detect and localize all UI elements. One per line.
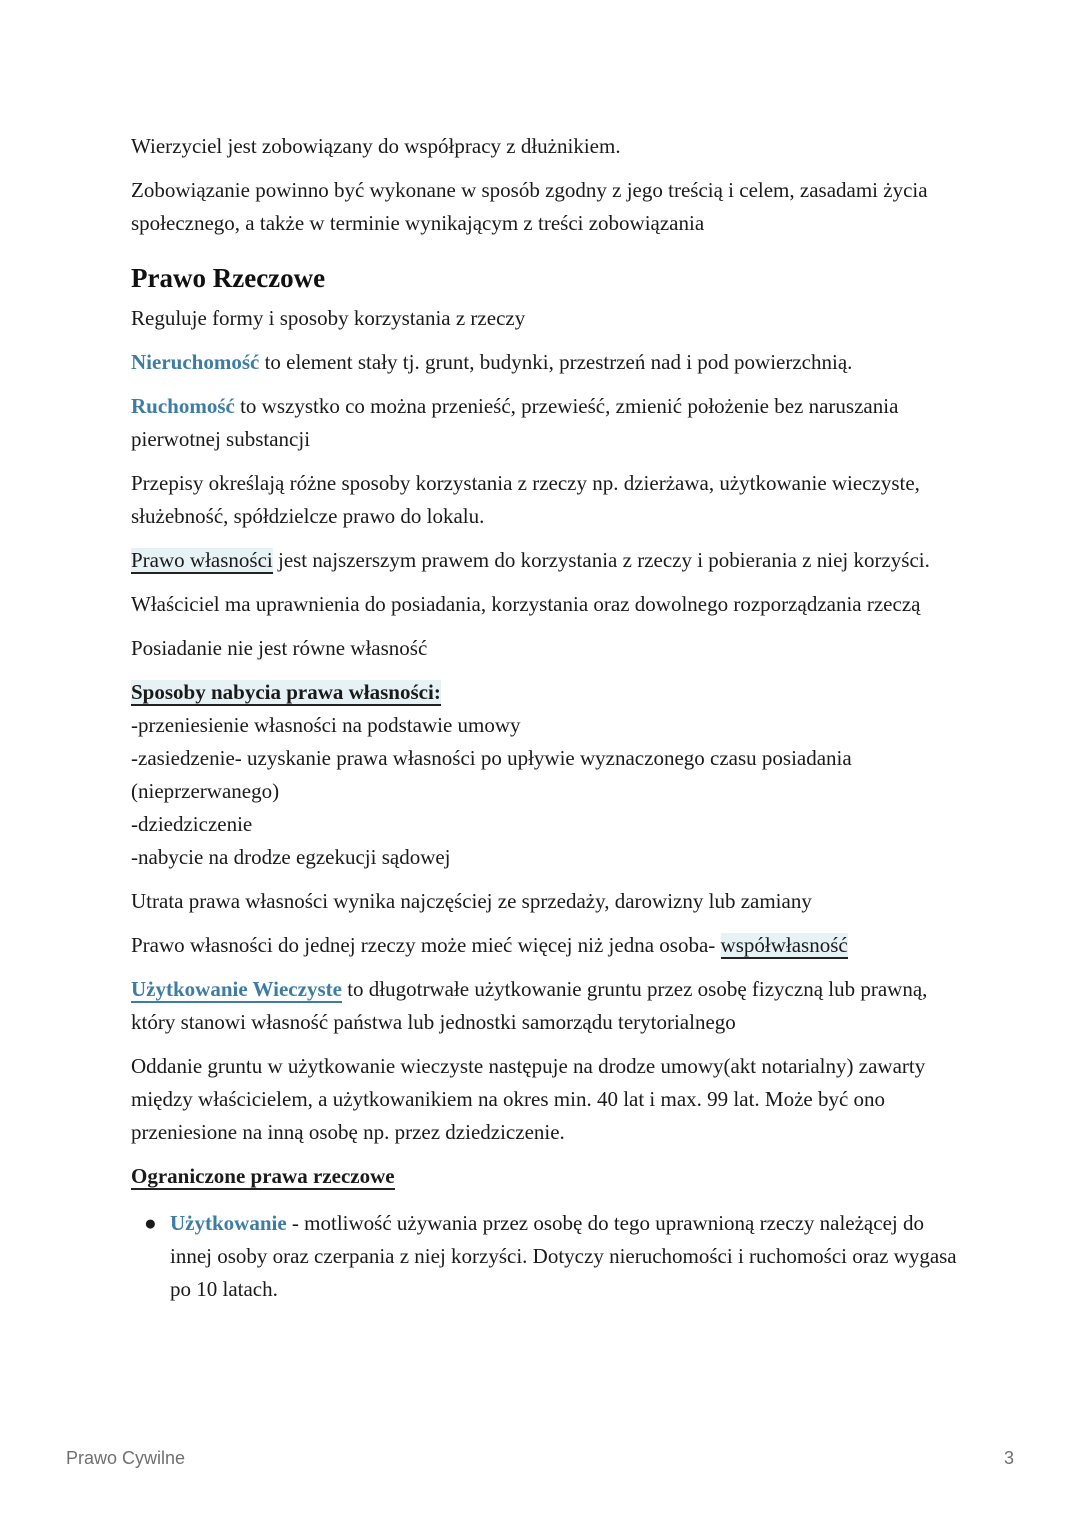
paragraph-uzytkowanie-wieczyste	[131, 973, 961, 1039]
text-wspolwlasnosc: Prawo własności do jednej rzeczy może mieć więcej niż jedna osoba-	[131, 933, 721, 957]
ograniczone-heading-row	[131, 1160, 961, 1193]
sposoby-item-1: -przeniesienie własności na podstawie umowy	[131, 713, 521, 737]
paragraph-przepisy: Przepisy określają różne sposoby korzystania z rzeczy np. dzierżawa, użytkowanie wieczyste, służebność, spółdzielcze prawo do lokalu.	[131, 471, 920, 528]
text-ruchomosc: to wszystko co można przenieść, przewieść, zmienić położenie bez naruszania pierwotnej substancji	[131, 394, 899, 451]
document-body	[131, 130, 961, 1306]
paragraph-ruchomosc	[131, 390, 961, 456]
term-nieruchomosc: Nieruchomość	[131, 350, 260, 374]
paragraph-wlasciciel: Właściciel ma uprawnienia do posiadania, korzystania oraz dowolnego rozporządzania rzeczą	[131, 592, 921, 616]
sposoby-title: Sposoby nabycia prawa własności:	[131, 680, 441, 704]
text-prawo-wlasnosci: jest najszerszym prawem do korzystania z rzeczy i pobierania z niej korzyści.	[272, 548, 930, 572]
page-number: 3	[1003, 1448, 1014, 1468]
paragraph-wierzyciel: Wierzyciel jest zobowiązany do współpracy z dłużnikiem.	[131, 134, 621, 158]
section-heading: Prawo Rzeczowe	[131, 263, 326, 293]
text-nieruchomosc: to element stały tj. grunt, budynki, przestrzeń nad i pod powierzchnią.	[259, 350, 853, 374]
text-uzytkowanie: - motliwość używania przez osobę do tego uprawnioną rzeczy należącej do innej osoby oraz czerpania z niej korzyści. Dotyczy nieruchomości i ruchomości oraz wygasa po 10 latach.	[170, 1211, 957, 1301]
list-item	[144, 1207, 961, 1306]
highlight-prawo-wlasnosci: Prawo własności	[131, 548, 273, 572]
paragraph-wspolwlasnosc	[131, 929, 961, 962]
term-uzytkowanie: Użytkowanie	[170, 1211, 287, 1235]
bullet-icon: ●	[144, 1211, 157, 1235]
paragraph-intro: Reguluje formy i sposoby korzystania z rzeczy	[131, 306, 526, 330]
sposoby-item-4: -nabycie na drodze egzekucji sądowej	[131, 845, 451, 869]
text-uzytkowanie-wieczyste: to długotrwałe użytkowanie gruntu przez osobę fizyczną lub prawną, który stanowi własność państwa lub jednostki samorządu terytorialnego	[131, 977, 928, 1034]
paragraph-zobowiazanie: Zobowiązanie powinno być wykonane w sposób zgodny z jego treścią i celem, zasadami życia społecznego, a także w terminie wynikającym z treści zobowiązania	[131, 178, 928, 235]
sposoby-item-3: -dziedziczenie	[131, 812, 253, 836]
term-ruchomosc: Ruchomość	[131, 394, 235, 418]
ograniczone-heading: Ograniczone prawa rzeczowe	[131, 1164, 395, 1188]
footer-title: Prawo Cywilne	[66, 1448, 186, 1468]
link-wspolwlasnosc[interactable]: współwłasność	[720, 933, 848, 957]
paragraph-prawo-wlasnosci	[131, 544, 961, 577]
paragraph-utrata: Utrata prawa własności wynika najczęściej ze sprzedaży, darowizny lub zamiany	[131, 889, 812, 913]
ograniczone-list	[131, 1207, 961, 1306]
link-uzytkowanie-wieczyste[interactable]: Użytkowanie Wieczyste	[131, 977, 342, 1001]
paragraph-nieruchomosc	[131, 346, 961, 379]
sposoby-block	[131, 676, 961, 874]
sposoby-item-2: -zasiedzenie- uzyskanie prawa własności po upływie wyznaczonego czasu posiadania (nieprzerwanego)	[131, 746, 852, 803]
paragraph-oddanie: Oddanie gruntu w użytkowanie wieczyste następuje na drodze umowy(akt notarialny) zawarty między właścicielem, a użytkowanikiem na okres min. 40 lat i max. 99 lat. Może być ono przeniesione na inną osobę np. przez dziedziczenie.	[131, 1054, 926, 1144]
paragraph-posiadanie: Posiadanie nie jest równe własność	[131, 636, 428, 660]
